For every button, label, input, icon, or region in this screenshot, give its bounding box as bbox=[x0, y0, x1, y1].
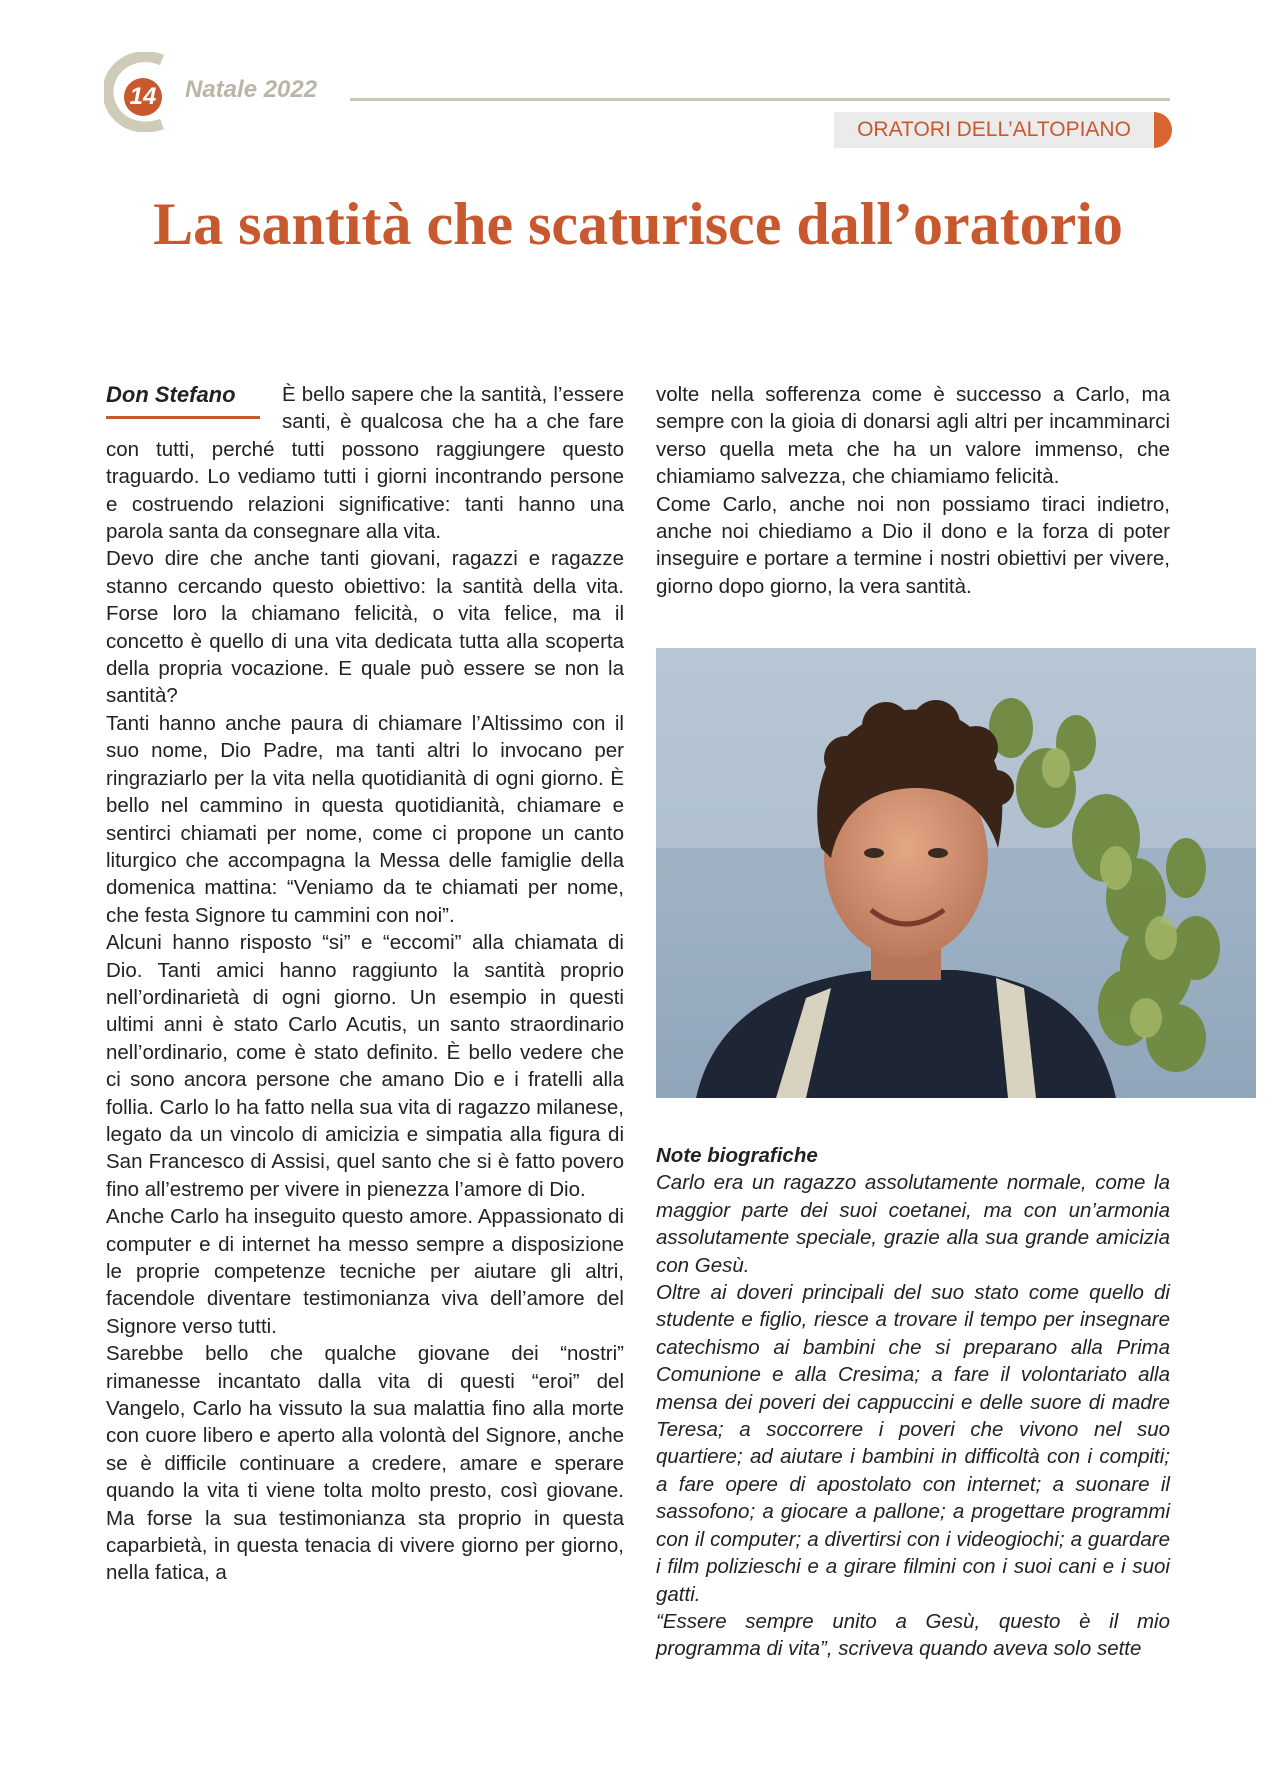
article-paragraph: Tanti hanno anche paura di chiamare l’Altissimo con il suo nome, Dio Padre, ma tanti altri lo invocano per ringraziarlo per la vita nella quotidianità di ogni giorno. È bello nel cammino in questa quotidianità, chiamare e sentirci chiamati per nome, come ci propone un canto liturgico che accompagna la Messa delle famiglie della domenica mattina: “Veniamo da te chiamati per nome, che festa Signore tu cammini con noi”. bbox=[106, 711, 624, 927]
article-paragraph: Sarebbe bello che qualche giovane dei “nostri” rimanesse incantato dalla vita di questi “eroi” del Vangelo, Carlo ha vissuto la sua malattia fino alla morte con cuore libero e aperto alla volontà del Signore, anche se è difficile continuare a credere, amare e sperare quando la vita ti viene tolta molto presto, così giovane. Ma forse la sua testimonianza sta proprio in questa caparbietà, in questa tenacia di vivere giorno per giorno, nella fatica, a bbox=[106, 1342, 624, 1585]
bio-paragraph: Carlo era un ragazzo assolutamente normale, come la maggior parte dei suoi coetanei, ma con un’armonia assolutamente speciale, grazie alla sua grande amicizia con Gesù. bbox=[656, 1171, 1170, 1277]
article-paragraph: volte nella sofferenza come è successo a Carlo, ma sempre con la gioia di donarsi agli altri per incamminarci verso quella meta che ha un valore immenso, che chiamiamo salvezza, che chiamiamo felicità. bbox=[656, 383, 1170, 489]
bio-paragraph: Oltre ai doveri principali del suo stato come quello di studente e figlio, riesce a trovare il tempo per insegnare catechismo ai bambini che si preparano alla Prima Comunione e alla Cresima; a fare il volontariato alla mensa dei poveri dei cappuccini e delle suore di madre Teresa; a soccorrere i poveri che vivono nel suo quartiere; ad aiutare i bambini in difficoltà con i compiti; a fare opere di apostolato con internet; a suonare il sassofono; a giocare a pallone; a progettare programmi con il computer; a divertirsi con i videogiochi; a guardare i film polizieschi e a girare filmini con i suoi cani e i suoi gatti. bbox=[656, 1281, 1170, 1606]
section-tag-cap bbox=[1154, 112, 1172, 148]
bio-paragraph: “Essere sempre unito a Gesù, questo è il mio programma di vita”, scriveva quando aveva solo sette bbox=[656, 1609, 1170, 1661]
header-divider bbox=[350, 98, 1170, 101]
section-tag: ORATORI DELL’ALTOPIANO bbox=[834, 112, 1154, 148]
issue-label: Natale 2022 bbox=[185, 76, 318, 103]
article-title: La santità che scaturisce dall’oratorio bbox=[153, 191, 1123, 257]
carlo-acutis-photo bbox=[656, 648, 1256, 1098]
article-paragraph: Come Carlo, anche noi non possiamo tiraci indietro, anche noi chiediamo a Dio il dono e la forza di poter inseguire e portare a termine i nostri obiettivi per vivere, giorno dopo giorno, la vera santità. bbox=[656, 492, 1170, 598]
article-paragraph: Anche Carlo ha inseguito questo amore. Appassionato di computer e di internet ha messo sempre a disposizione le proprie competenze tecniche per aiutare gli altri, facendole diventare testimonianza viva dell’amore del Signore verso tutti. bbox=[106, 1205, 624, 1338]
bio-notes bbox=[656, 1142, 1170, 1663]
bio-title: Note biografiche bbox=[656, 1144, 818, 1167]
article-paragraph: È bello sapere che la santità, l’essere santi, è qualcosa che ha a che fare con tutti, perché tutti possono raggiungere questo traguardo. Lo vediamo tutti i giorni incontrando persone e costruendo relazioni significative: tanti hanno una parola santa da consegnare alla vita. bbox=[106, 383, 624, 544]
author-byline: Don Stefano bbox=[106, 381, 260, 419]
article-paragraph: Devo dire che anche tanti giovani, ragazzi e ragazze stanno cercando questo obiettivo: la santità della vita. Forse loro la chiamano felicità, o vita felice, ma il concetto è quello di una vita dedicata tutta alla scoperta della propria vocazione. E quale può essere se non la santità? bbox=[106, 547, 624, 708]
page-number: 14 bbox=[124, 78, 162, 116]
article-column-right bbox=[656, 381, 1170, 600]
article-column-left bbox=[106, 381, 624, 1587]
article-paragraph: Alcuni hanno risposto “si” e “eccomi” alla chiamata di Dio. Tanti amici hanno raggiunto la santità proprio nell’ordinarietà di ogni giorno. Un esempio in questi ultimi anni è stato Carlo Acutis, un santo straordinario nell’ordinario, come è stato definito. È bello vedere che ci sono ancora persone che amano Dio e i fratelli alla follia. Carlo lo ha fatto nella sua vita di ragazzo milanese, legato da un vincolo di amicizia e simpatia alla figura di San Francesco di Assisi, quel santo che si è fatto povero fino all’estremo per vivere in pienezza l’amore di Dio. bbox=[106, 931, 624, 1201]
